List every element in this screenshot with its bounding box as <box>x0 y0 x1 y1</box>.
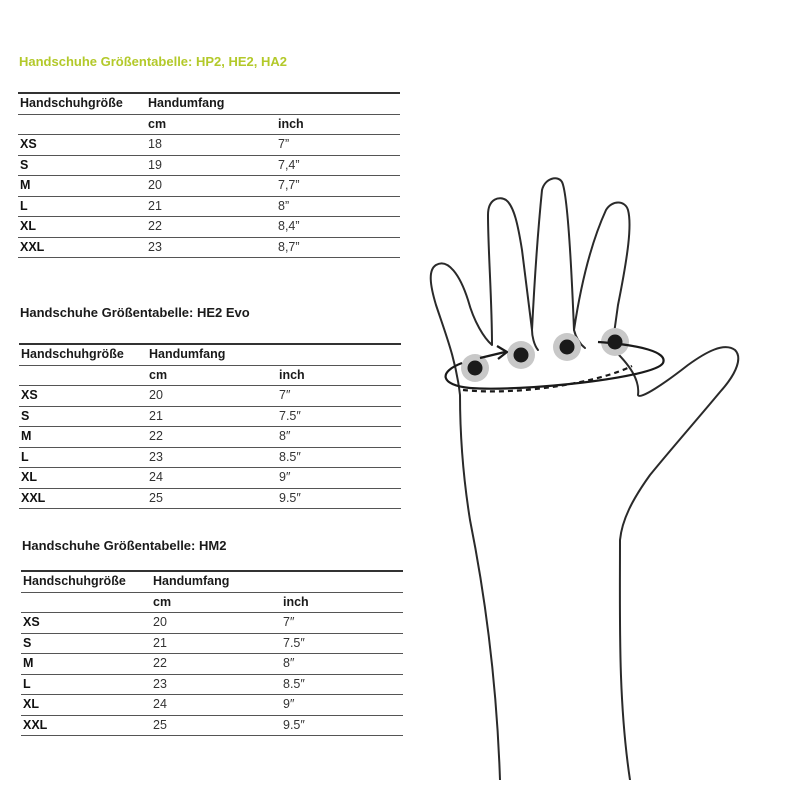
cm-cell: 23 <box>147 447 277 468</box>
inch-cell: 7″ <box>277 386 401 407</box>
cm-cell: 18 <box>146 135 276 156</box>
inch-cell: 8” <box>276 196 400 217</box>
inch-cell: 8.5″ <box>281 674 403 695</box>
table-row <box>19 406 401 427</box>
col-header-inch: inch <box>281 592 403 613</box>
inch-cell: 7,7” <box>276 176 400 197</box>
col-header-size: Handschuhgröße <box>18 93 146 114</box>
hand-outline <box>431 178 739 780</box>
inch-cell: 8″ <box>281 654 403 675</box>
col-header-cm: cm <box>147 365 277 386</box>
table-row <box>19 427 401 448</box>
size-cell: XXL <box>21 715 151 736</box>
table-row <box>18 196 400 217</box>
size-table-he2-evo <box>19 343 401 509</box>
size-cell: XXL <box>18 237 146 258</box>
cm-cell: 23 <box>151 674 281 695</box>
size-cell: M <box>19 427 147 448</box>
cm-cell: 21 <box>151 633 281 654</box>
col-header-size: Handschuhgröße <box>19 344 147 365</box>
size-cell: XS <box>21 613 151 634</box>
table-row <box>21 613 403 634</box>
size-cell: XL <box>21 695 151 716</box>
size-cell: L <box>18 196 146 217</box>
size-table-hp2-he2-ha2 <box>18 92 400 258</box>
inch-cell: 8.5″ <box>277 447 401 468</box>
table-subheader-row <box>19 365 401 386</box>
table-row <box>18 135 400 156</box>
table-row <box>21 695 403 716</box>
inch-cell: 8″ <box>277 427 401 448</box>
cm-cell: 20 <box>151 613 281 634</box>
table-subheader-row <box>18 114 400 135</box>
col-header-size: Handschuhgröße <box>21 571 151 592</box>
size-cell: M <box>18 176 146 197</box>
inch-cell: 9″ <box>281 695 403 716</box>
size-cell: S <box>19 406 147 427</box>
col-header-cm: cm <box>146 114 276 135</box>
inch-cell: 7″ <box>281 613 403 634</box>
col-header-blank <box>21 592 151 613</box>
size-cell: XS <box>19 386 147 407</box>
table-row <box>21 633 403 654</box>
size-cell: L <box>21 674 151 695</box>
table-header-row <box>21 571 403 592</box>
col-header-inch: inch <box>277 365 401 386</box>
inch-cell: 7” <box>276 135 400 156</box>
table-1-title: Handschuhe Größentabelle: HP2, HE2, HA2 <box>19 54 288 69</box>
table-3-title: Handschuhe Größentabelle: HM2 <box>22 538 227 553</box>
col-header-blank <box>19 365 147 386</box>
cm-cell: 20 <box>146 176 276 197</box>
table-row <box>18 237 400 258</box>
col-header-cm: cm <box>151 592 281 613</box>
cm-cell: 24 <box>147 468 277 489</box>
size-cell: XL <box>18 217 146 238</box>
inch-cell: 7.5″ <box>281 633 403 654</box>
col-header-group: Handumfang <box>147 344 401 365</box>
cm-cell: 21 <box>147 406 277 427</box>
cm-cell: 22 <box>147 427 277 448</box>
knuckle-markers <box>461 328 629 382</box>
table-row <box>19 468 401 489</box>
size-cell: S <box>18 155 146 176</box>
size-table-hm2 <box>21 570 403 736</box>
cm-cell: 25 <box>151 715 281 736</box>
size-cell: S <box>21 633 151 654</box>
table-row <box>21 715 403 736</box>
inch-cell: 9″ <box>277 468 401 489</box>
hand-outline-icon <box>420 170 790 780</box>
size-cell: M <box>21 654 151 675</box>
cm-cell: 22 <box>151 654 281 675</box>
table-row <box>18 155 400 176</box>
size-cell: XS <box>18 135 146 156</box>
cm-cell: 23 <box>146 237 276 258</box>
inch-cell: 8,4” <box>276 217 400 238</box>
table-header-row <box>19 344 401 365</box>
table-row <box>19 386 401 407</box>
col-header-blank <box>18 114 146 135</box>
table-subheader-row <box>21 592 403 613</box>
table-row <box>19 488 401 509</box>
table-row <box>18 176 400 197</box>
table-2-title: Handschuhe Größentabelle: HE2 Evo <box>20 305 250 320</box>
inch-cell: 9.5″ <box>281 715 403 736</box>
inch-cell: 7.5″ <box>277 406 401 427</box>
cm-cell: 19 <box>146 155 276 176</box>
cm-cell: 24 <box>151 695 281 716</box>
cm-cell: 25 <box>147 488 277 509</box>
size-cell: XL <box>19 468 147 489</box>
size-cell: L <box>19 447 147 468</box>
inch-cell: 9.5″ <box>277 488 401 509</box>
table-row <box>21 654 403 675</box>
size-cell: XXL <box>19 488 147 509</box>
cm-cell: 21 <box>146 196 276 217</box>
table-row <box>18 217 400 238</box>
cm-cell: 20 <box>147 386 277 407</box>
table-row <box>21 674 403 695</box>
inch-cell: 8,7” <box>276 237 400 258</box>
cm-cell: 22 <box>146 217 276 238</box>
col-header-inch: inch <box>276 114 400 135</box>
inch-cell: 7,4” <box>276 155 400 176</box>
finger-crease <box>532 330 538 350</box>
col-header-group: Handumfang <box>151 571 403 592</box>
col-header-group: Handumfang <box>146 93 400 114</box>
table-row <box>19 447 401 468</box>
table-header-row <box>18 93 400 114</box>
